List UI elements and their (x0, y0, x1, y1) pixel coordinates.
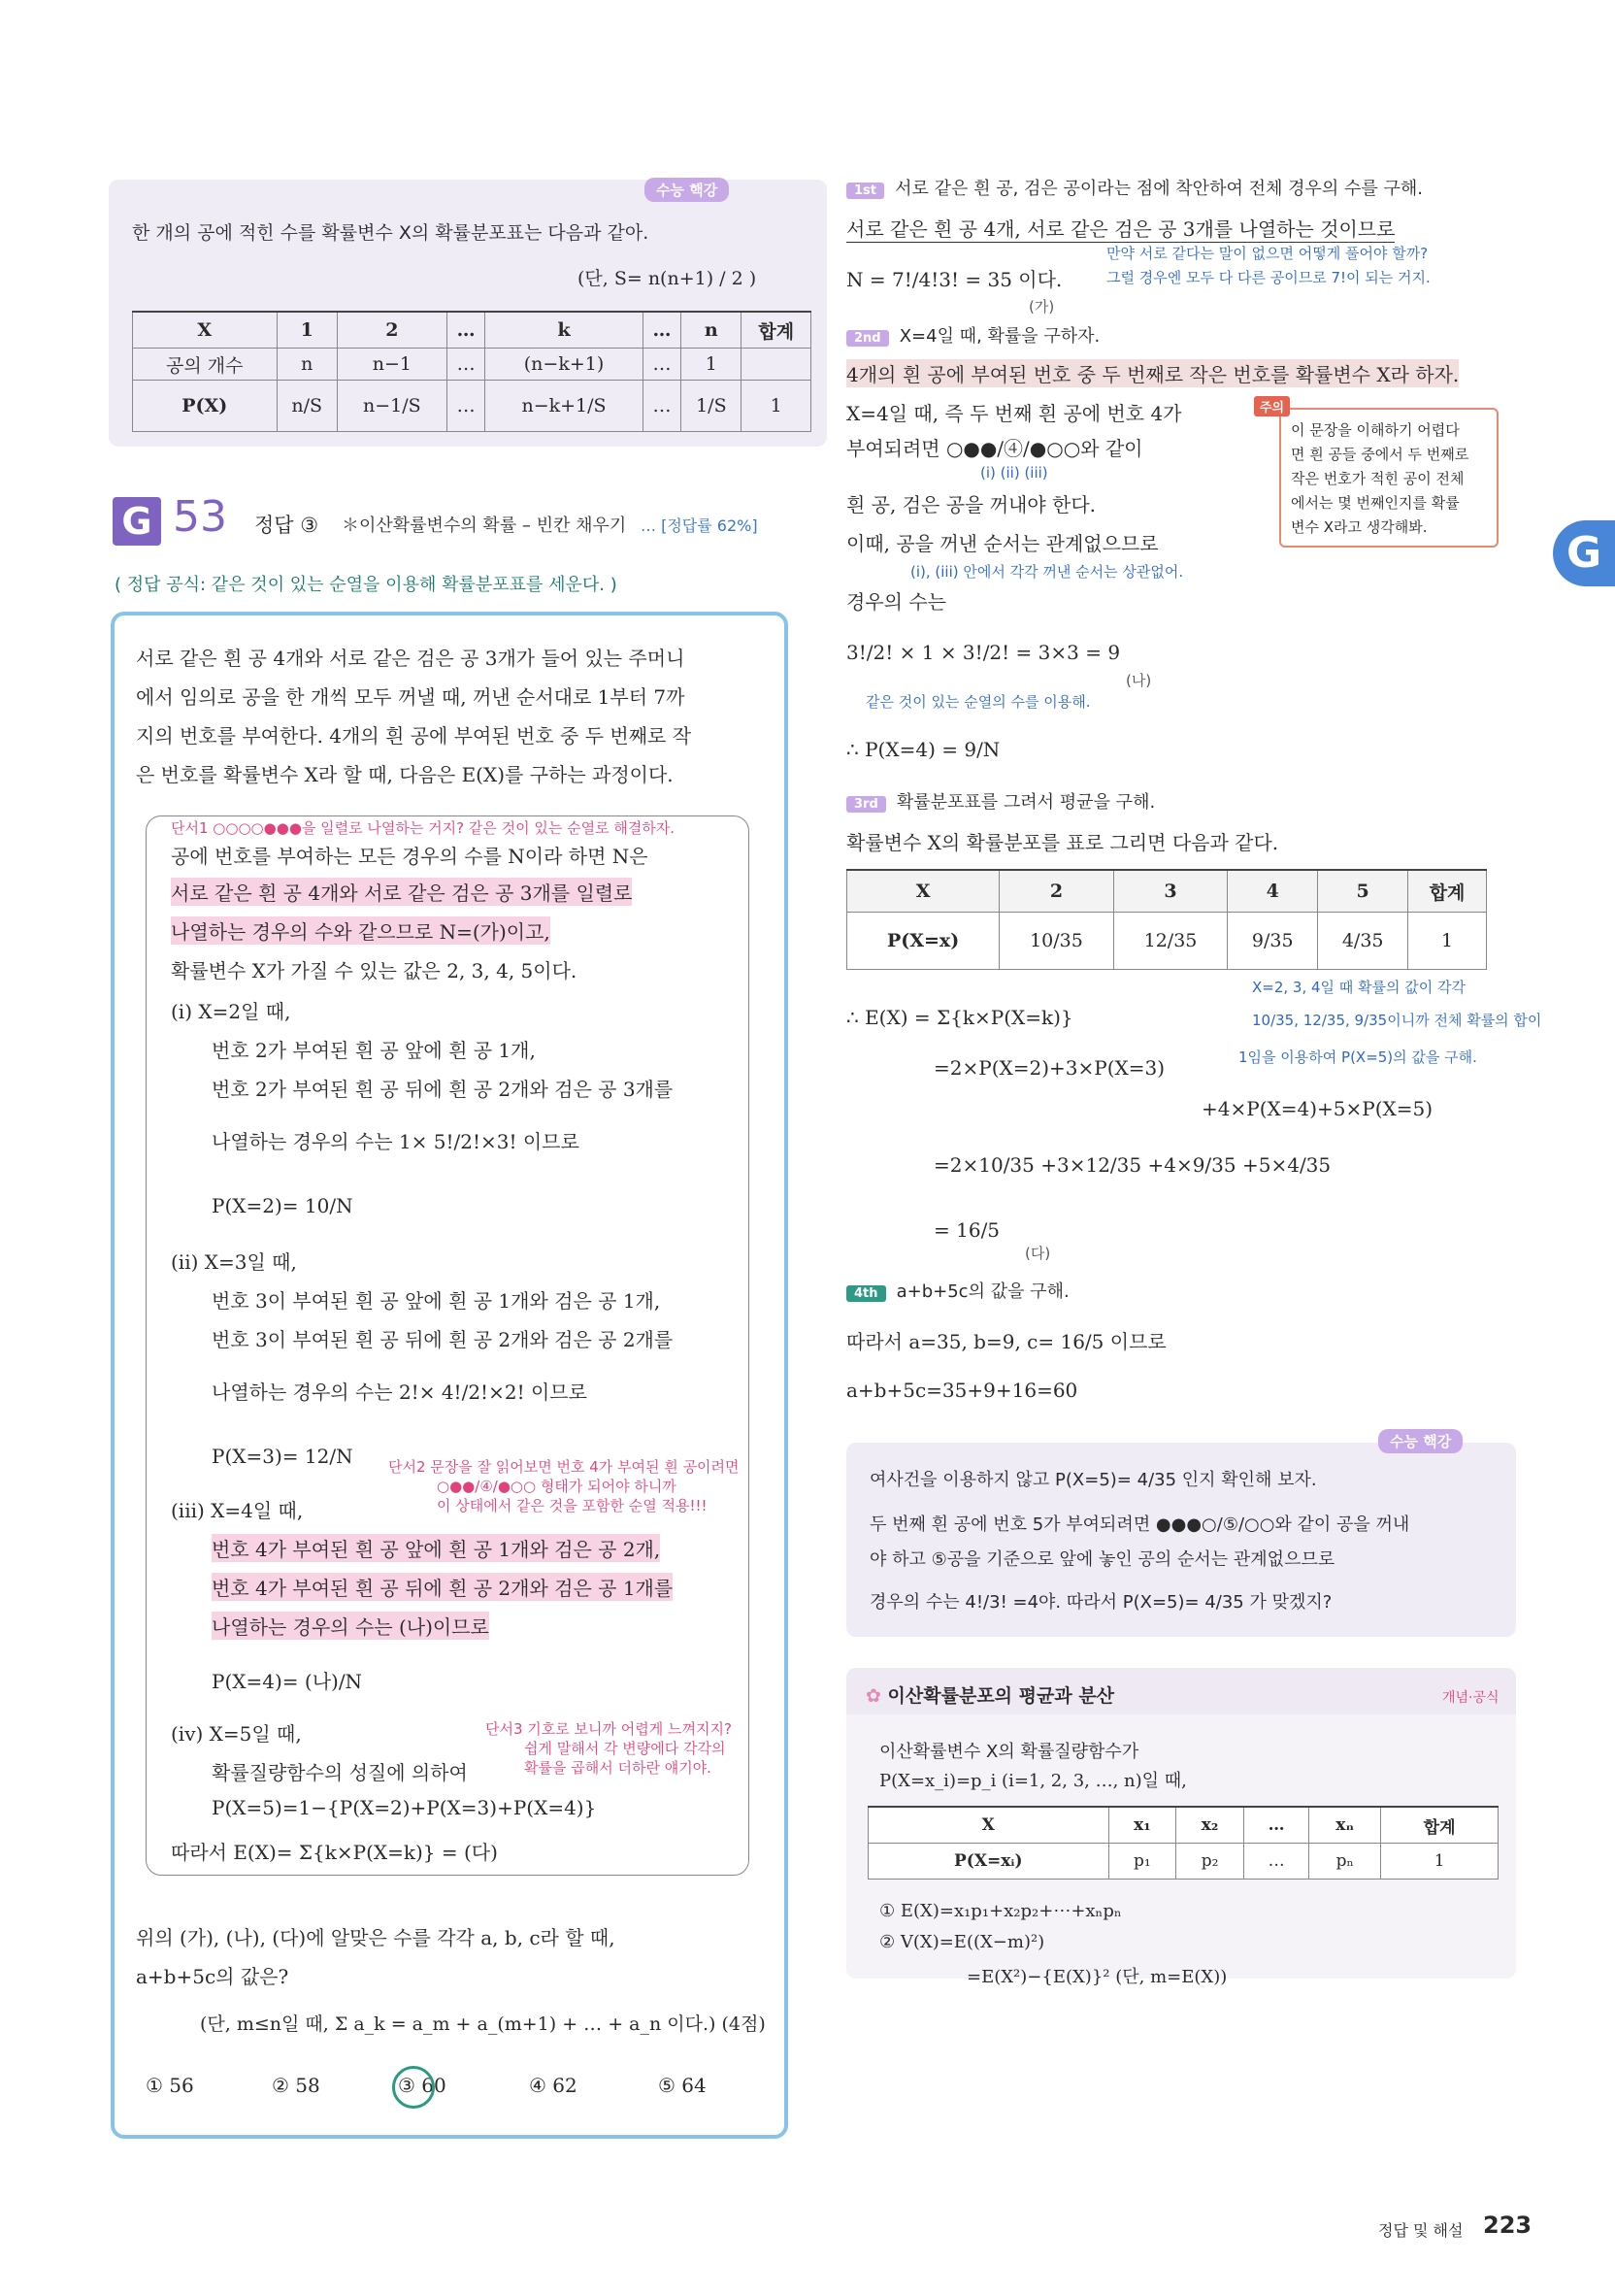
key-right-line: 경우의 수는 4!/3! =4야. 따라서 P(X=5)= 4/35 가 맞겠지? (870, 1592, 1333, 1613)
proc-line-1: 서로 같은 흰 공 4개와 서로 같은 검은 공 3개를 일렬로 (171, 878, 632, 906)
proc-line-21: P(X=5)=1−{P(X=2)+P(X=3)+P(X=4)} (212, 1796, 597, 1819)
proc-line-2: 나열하는 경우의 수와 같으므로 N=(가)이고, (171, 916, 550, 945)
concept-line-1: P(X=x_i)=p_i (i=1, 2, 3, …, n)일 때, (879, 1771, 1187, 1791)
td: … (446, 349, 485, 381)
td: 1 (742, 381, 811, 432)
question-line-0: 위의 (가), (나), (다)에 알맞은 수를 각각 a, b, c라 할 때, (136, 1926, 615, 1949)
td: (n−k+1) (485, 349, 643, 381)
step1-ga: (가) (1029, 298, 1055, 316)
td: 공의 개수 (133, 349, 278, 381)
th: xₙ (1309, 1807, 1381, 1844)
step2-line-3: 이때, 공을 꺼낸 순서는 관계없으므로 (846, 532, 1159, 555)
td: P(X=xᵢ) (869, 1844, 1109, 1880)
caution-line: 변수 X라고 생각해봐. (1291, 518, 1428, 536)
footer-label: 정답 및 해설 (1378, 2221, 1464, 2240)
exp-da: (다) (1025, 1245, 1051, 1262)
answer-circle-mark (392, 2066, 435, 2109)
exp-note-2: 1임을 이용하여 P(X=5)의 값을 구해. (1238, 1048, 1477, 1066)
td: n (277, 349, 337, 381)
key-tag-right (1378, 1429, 1463, 1453)
td: … (643, 381, 681, 432)
problem-letter-badge (113, 497, 161, 546)
key-dist-table (132, 311, 811, 432)
step1-title: 서로 같은 흰 공, 검은 공이라는 점에 착안하여 전체 경우의 수를 구해. (895, 179, 1423, 199)
key-right-line: 야 하고 ⑤공을 기준으로 앞에 놓인 공의 순서는 관계없으므로 (870, 1549, 1335, 1570)
footer-page: 223 (1483, 2212, 1533, 2239)
th: … (1243, 1807, 1308, 1844)
concept-category: 개념·공식 (1442, 1690, 1500, 1706)
concept-formula-0: ① E(X)=x₁p₁+x₂p₂+⋯+xₙpₙ (879, 1901, 1122, 1921)
step3 (846, 788, 1155, 814)
td: 1 (681, 349, 742, 381)
td: … (643, 349, 681, 381)
question-line-2: (단, m≤n일 때, Σ a_k = a_m + a_(m+1) + … + a_n 이다.) (4점) (200, 2013, 766, 2035)
side-tab (1553, 520, 1615, 586)
step2-eq-note: 같은 것이 있는 순열의 수를 이용해. (866, 693, 1091, 711)
td: n−k+1/S (485, 381, 643, 432)
step4-line-0: 따라서 a=35, b=9, c= 16/5 이므로 (846, 1330, 1167, 1353)
td: 1 (1408, 913, 1487, 970)
proc-line-9: (ii) X=3일 때, (171, 1250, 297, 1274)
proc-line-22: 따라서 E(X)= Σ{k×P(X=k)} = (다) (171, 1841, 498, 1864)
proc-line-5: 번호 2가 부여된 흰 공 앞에 흰 공 1개, (212, 1039, 536, 1062)
problem-letter: G (121, 500, 152, 543)
proc-line-12: 나열하는 경우의 수는 2!× 4!/2!×2! 이므로 (212, 1381, 587, 1404)
exp-note-0: X=2, 3, 4일 때 확률의 값이 각각 (1252, 979, 1467, 996)
hint2-line: 이 상태에서 같은 것을 포함한 순열 적용!!! (437, 1497, 708, 1514)
th: 합계 (742, 312, 811, 349)
exp-note-1: 10/35, 12/35, 9/35이니까 전체 확률의 합이 (1252, 1012, 1542, 1029)
td: 12/35 (1113, 913, 1228, 970)
key-tag-label: 수능 핵강 (1378, 1429, 1463, 1453)
td: … (446, 381, 485, 432)
step4-title: a+b+5c의 값을 구해. (896, 1281, 1070, 1302)
choice-3[interactable]: ③ 60 (398, 2074, 446, 2097)
step2-note: (i), (iii) 안에서 각각 꺼낸 순서는 상관없어. (910, 563, 1184, 581)
step1-note-1: 그럴 경우엔 모두 다 다른 공이므로 7!이 되는 거지. (1106, 269, 1431, 286)
td: P(X) (133, 381, 278, 432)
hint1: 단서1 ○○○○●●●을 일렬로 나열하는 거지? 같은 것이 있는 순열로 해결하자. (171, 819, 676, 837)
exp-line-4: = 16/5 (934, 1218, 1001, 1242)
hint3-line: 단서3 기호로 보니까 어렵게 느껴지지? (485, 1720, 732, 1738)
caution-line: 작은 번호가 적힌 공이 전체 (1291, 470, 1465, 487)
proc-line-18: P(X=4)= (나)/N (212, 1670, 363, 1693)
concept-title-row (866, 1681, 1114, 1708)
th: k (485, 312, 643, 349)
step4-tag: 4th (846, 1285, 886, 1302)
dist-table (846, 869, 1487, 970)
proc-line-13: P(X=3)= 12/N (212, 1445, 353, 1468)
exp-line-1: =2×P(X=2)+3×P(X=3) (934, 1056, 1166, 1080)
th: … (643, 312, 681, 349)
step3-tag: 3rd (846, 796, 886, 813)
step2-labels: (i) (ii) (iii) (980, 464, 1048, 482)
caution-line: 에서는 몇 번째인지를 확률 (1291, 494, 1460, 512)
step1-eq: N = 7!/4!3! = 35 이다. (846, 268, 1063, 291)
concept-formula-1: ② V(X)=E((X−m)²) (879, 1932, 1045, 1952)
step2-line-2: 흰 공, 검은 공을 꺼내야 한다. (846, 493, 1097, 516)
key-tag-label: 수능 핵강 (644, 178, 729, 202)
concept-formula-2: =E(X²)−{E(X)}² (단, m=E(X)) (967, 1967, 1228, 1987)
th: n (681, 312, 742, 349)
proc-line-3: 확률변수 X가 가질 수 있는 값은 2, 3, 4, 5이다. (171, 959, 577, 982)
choice-2[interactable]: ② 58 (272, 2074, 320, 2097)
answer-label: 정답 ③ (254, 514, 319, 537)
question-line-1: a+b+5c의 값은? (136, 1965, 289, 1988)
proc-line-7: 나열하는 경우의 수는 1× 5!/2!×3! 이므로 (212, 1130, 579, 1153)
td: 9/35 (1228, 913, 1318, 970)
topic-label: ＊이산확률변수의 확률 – 빈칸 채우기 (342, 516, 627, 536)
exp-line-3: =2×10/35 +3×12/35 +4×9/35 +5×4/35 (934, 1153, 1332, 1177)
td: n/S (277, 381, 337, 432)
step2-eq: 3!/2! × 1 × 3!/2! = 3×3 = 9 (846, 641, 1121, 664)
th: 2 (337, 312, 446, 349)
flower-icon: ✿ (866, 1685, 888, 1707)
proc-line-4: (i) X=2일 때, (171, 1000, 291, 1023)
choice-1[interactable]: ① 56 (146, 2074, 194, 2097)
td: n−1 (337, 349, 446, 381)
th: 5 (1318, 870, 1408, 913)
proc-line-6: 번호 2가 부여된 흰 공 뒤에 흰 공 2개와 검은 공 3개를 (212, 1078, 674, 1101)
th: X (133, 312, 278, 349)
proc-line-14: (iii) X=4일 때, (171, 1499, 304, 1522)
td: 10/35 (1000, 913, 1114, 970)
step4 (846, 1278, 1070, 1303)
key-right-line: 여사건을 이용하지 않고 P(X=5)= 4/35 인지 확인해 보자. (870, 1470, 1317, 1490)
caution-line: 면 흰 공들 중에서 두 번째로 (1291, 446, 1469, 463)
step1-note-0: 만약 서로 같다는 말이 없으면 어떻게 풀어야 할까? (1106, 245, 1429, 262)
rate-label: … [정답률 62%] (641, 516, 758, 535)
step2-title: X=4일 때, 확률을 구하자. (899, 326, 1101, 347)
key-intro: 한 개의 공에 적힌 수를 확률변수 X의 확률분포표는 다음과 같아. (132, 222, 649, 244)
proc-line-0: 공에 번호를 부여하는 모든 경우의 수를 N이라 하면 N은 (171, 845, 648, 868)
choice-4[interactable]: ④ 62 (529, 2074, 577, 2097)
stem-line: 에서 임의로 공을 한 개씩 모두 꺼낼 때, 꺼낸 순서대로 1부터 7까 (136, 685, 685, 709)
th: X (847, 870, 1000, 913)
exp-line-0: ∴ E(X) = Σ{k×P(X=k)} (846, 1006, 1073, 1029)
proc-line-8: P(X=2)= 10/N (212, 1194, 353, 1217)
proc-line-15: 번호 4가 부여된 흰 공 앞에 흰 공 1개와 검은 공 2개, (212, 1534, 660, 1562)
th: 4 (1228, 870, 1318, 913)
stem-line: 은 번호를 확률변수 X라 할 때, 다음은 E(X)를 구하는 과정이다. (136, 763, 674, 786)
hint3-line: 쉽게 말해서 각 변량에다 각각의 (524, 1740, 726, 1757)
proc-line-16: 번호 4가 부여된 흰 공 뒤에 흰 공 2개와 검은 공 1개를 (212, 1573, 673, 1601)
hint3-line: 확률을 곱해서 더하란 얘기야. (524, 1759, 711, 1777)
td: 1/S (681, 381, 742, 432)
proc-line-19: (iv) X=5일 때, (171, 1722, 302, 1746)
th: 합계 (1381, 1807, 1499, 1844)
key-condition: (단, S= n(n+1) / 2 ) (577, 268, 757, 289)
proc-line-17: 나열하는 경우의 수는 (나)이므로 (212, 1612, 489, 1640)
caution-line: 이 문장을 이해하기 어렵다 (1291, 421, 1460, 439)
th: 3 (1113, 870, 1228, 913)
concept-table (868, 1806, 1499, 1880)
problem-number: 53 (173, 492, 227, 542)
concept-title: 이산확률분포의 평균과 분산 (887, 1685, 1115, 1707)
td: n−1/S (337, 381, 446, 432)
formula-line: ( 정답 공식: 같은 것이 있는 순열을 이용해 확률분포표를 세운다. ) (115, 575, 617, 595)
th: 2 (1000, 870, 1114, 913)
td: p₁ (1108, 1844, 1176, 1880)
td: p₂ (1176, 1844, 1244, 1880)
th: … (446, 312, 485, 349)
caution-tag (1254, 396, 1290, 416)
th: x₂ (1176, 1807, 1244, 1844)
exp-line-2: +4×P(X=4)+5×P(X=5) (1202, 1097, 1434, 1120)
hint2-line: ○●●/④/●○○ 형태가 되어야 하니까 (437, 1478, 676, 1495)
stem-line: 서로 같은 흰 공 4개와 서로 같은 검은 공 3개가 들어 있는 주머니 (136, 647, 685, 670)
td: 4/35 (1318, 913, 1408, 970)
proc-line-10: 번호 3이 부여된 흰 공 앞에 흰 공 1개와 검은 공 1개, (212, 1289, 661, 1313)
side-tab-letter: G (1566, 528, 1602, 578)
step2 (846, 322, 1100, 348)
step2-res: ∴ P(X=4) = 9/N (846, 738, 1001, 761)
hint2-line: 단서2 문장을 잘 읽어보면 번호 4가 부여된 흰 공이려면 (388, 1458, 740, 1476)
stem-line: 지의 번호를 부여한다. 4개의 흰 공에 부여된 번호 중 두 번째로 작 (136, 724, 692, 748)
step4-line-1: a+b+5c=35+9+16=60 (846, 1379, 1078, 1402)
step1-line: 서로 같은 흰 공 4개, 서로 같은 검은 공 3개를 나열하는 것이므로 (846, 214, 1395, 243)
step2-tag: 2nd (846, 330, 889, 347)
step2-line-4: 경우의 수는 (846, 590, 946, 614)
td: 1 (1381, 1844, 1499, 1880)
td: P(X=x) (847, 913, 1000, 970)
td: … (1243, 1844, 1308, 1880)
step2-line-0: X=4일 때, 즉 두 번째 흰 공에 번호 4가 (846, 402, 1182, 425)
step2-line-1: 부여되려면 ○●●/④/●○○와 같이 (846, 437, 1143, 460)
td (742, 349, 811, 381)
th: x₁ (1108, 1807, 1176, 1844)
concept-line-0: 이산확률변수 X의 확률질량함수가 (879, 1742, 1139, 1762)
step1-tag: 1st (846, 183, 884, 199)
step1 (846, 175, 1423, 200)
th: 합계 (1408, 870, 1487, 913)
proc-line-11: 번호 3이 부여된 흰 공 뒤에 흰 공 2개와 검은 공 2개를 (212, 1328, 674, 1351)
key-tag-top (644, 178, 729, 202)
proc-line-20: 확률질량함수의 성질에 의하여 (212, 1761, 468, 1784)
choice-5[interactable]: ⑤ 64 (658, 2074, 707, 2097)
step3-line: 확률변수 X의 확률분포를 표로 그리면 다음과 같다. (846, 831, 1279, 854)
th: X (869, 1807, 1109, 1844)
caution-tag-label: 주의 (1254, 396, 1290, 416)
key-right-line: 두 번째 흰 공에 번호 5가 부여되려면 ●●●○/⑤/○○와 같이 공을 꺼내 (870, 1514, 1410, 1535)
step2-na: (나) (1126, 672, 1152, 689)
step2-hl: 4개의 흰 공에 부여된 번호 중 두 번째로 작은 번호를 확률변수 X라 하자. (846, 359, 1459, 387)
step3-title: 확률분포표를 그려서 평균을 구해. (896, 792, 1156, 813)
th: 1 (277, 312, 337, 349)
td: pₙ (1309, 1844, 1381, 1880)
